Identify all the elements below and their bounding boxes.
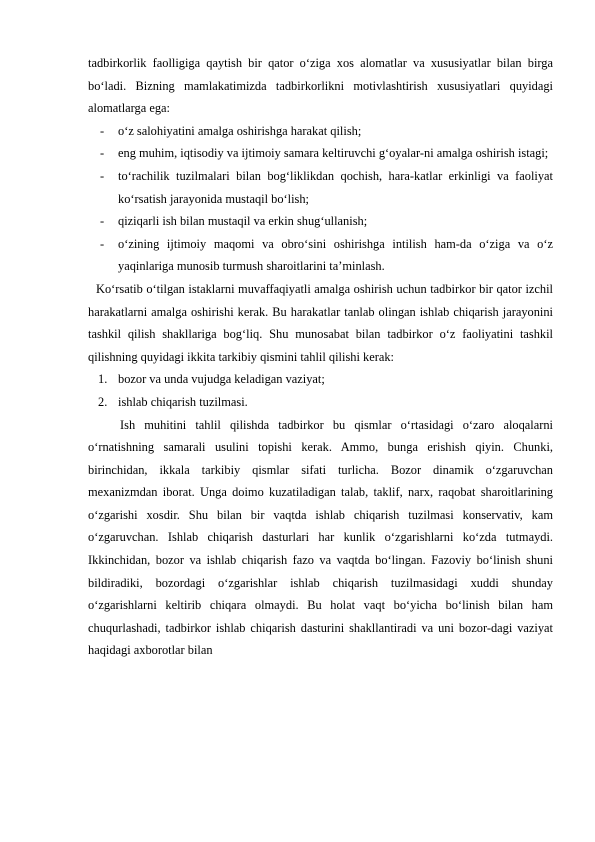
- dash-list: [88, 120, 553, 278]
- list-item: [88, 142, 553, 165]
- paragraph-intro: tadbirkorlik faolligiga qaytish bir qator o‘ziga xos alomatlar va xususiyatlar bilan birga bo‘ladi. Bizning mamlakatimizda tadbirkorlikni motivlashtirish xususiyatlari quyidagi alomatlarga ega:: [88, 56, 553, 116]
- list-item-text: qiziqarli ish bilan mustaqil va erkin shug‘ullanish;: [118, 214, 368, 229]
- list-item: [88, 210, 553, 233]
- list-item-text: o‘z salohiyatini amalga oshirishga harakat qilish;: [118, 123, 362, 138]
- list-number: 2.: [98, 394, 108, 409]
- list-item: [88, 165, 553, 210]
- list-item: [88, 233, 553, 278]
- list-marker: -: [100, 214, 105, 229]
- numbered-list: [88, 368, 553, 413]
- list-number: 1.: [98, 372, 108, 387]
- list-item-text: to‘rachilik tuzilmalari bilan bog‘liklikdan qochish, hara-katlar erkinligi va faoliyat ko‘rsatish jarayonida mustaqil bo‘lish;: [118, 168, 553, 206]
- paragraph-analysis: Ish muhitini tahlil qilishda tadbirkor bu qismlar o‘rtasidagi o‘zaro aloqalarni o‘rnatishning samarali usulini topishi kerak. Ammo, bunga erishish qiyin. Chunki, birinchidan, ikkala tarkibiy qismlar sifati turlicha. Bozor dinamik o‘zgaruvchan mexanizmdan iborat. Unga doimo kuzatiladigan talab, taklif, narx, raqobat sharoitlarining o‘zgarishi xosdir. Shu bilan bir vaqtda ishlab chiqarish tuzilmasi konservativ, kam o‘zgaruvchan. Ishlab chiqarish dasturlari har kunlik o‘zgarishlarni ko‘zda tutmaydi. Ikkinchidan, bozor va ishlab chiqarish fazo va vaqtda bo‘lingan. Fazoviy bo‘linish shuni bildiradiki, bozordagi o‘zgarishlar ishlab chiqarish tuzilmasidagi xuddi shunday o‘zgarishlarni keltirib chiqara olmaydi. Bu holat vaqt bo‘yicha bo‘linish bilan ham chuqurlashadi, tadbirkor ishlab chiqarish dasturini shakllantiradi va uni bozor-dagi vaziyat haqidagi axborotlar bilan: [88, 417, 553, 658]
- document-page: [88, 52, 553, 662]
- list-item: [88, 368, 553, 391]
- list-item-text: ishlab chiqarish tuzilmasi.: [118, 394, 248, 409]
- list-marker: -: [100, 236, 105, 251]
- list-item: [88, 391, 553, 414]
- list-marker: -: [100, 168, 105, 183]
- list-item-text: o‘zining ijtimoiy maqomi va obro‘sini oshirishga intilish ham-da o‘ziga va o‘z yaqinlariga munosib turmush sharoitlarini ta’minlash.: [118, 236, 553, 274]
- list-item-text: eng muhim, iqtisodiy va ijtimoiy samara keltiruvchi g‘oyalar-ni amalga oshirish istagi;: [118, 146, 549, 161]
- list-item: [88, 120, 553, 143]
- list-marker: -: [100, 123, 105, 138]
- list-item-text: bozor va unda vujudga keladigan vaziyat;: [118, 372, 325, 387]
- paragraph-requirements: Ko‘rsatib o‘tilgan istaklarni muvaffaqiyatli amalga oshirish uchun tadbirkor bir qator izchil harakatlarni amalga oshirishi kerak. Bu harakatlar tanlab olingan ishlab chiqarish jarayonini tashkil qilish shakllariga bog‘liq. Shu munosabat bilan tadbirkor o‘z faoliyatini tashkil qilishning quyidagi ikkita tarkibiy qismini tahlil qilishi kerak:: [88, 281, 553, 364]
- list-marker: -: [100, 146, 105, 161]
